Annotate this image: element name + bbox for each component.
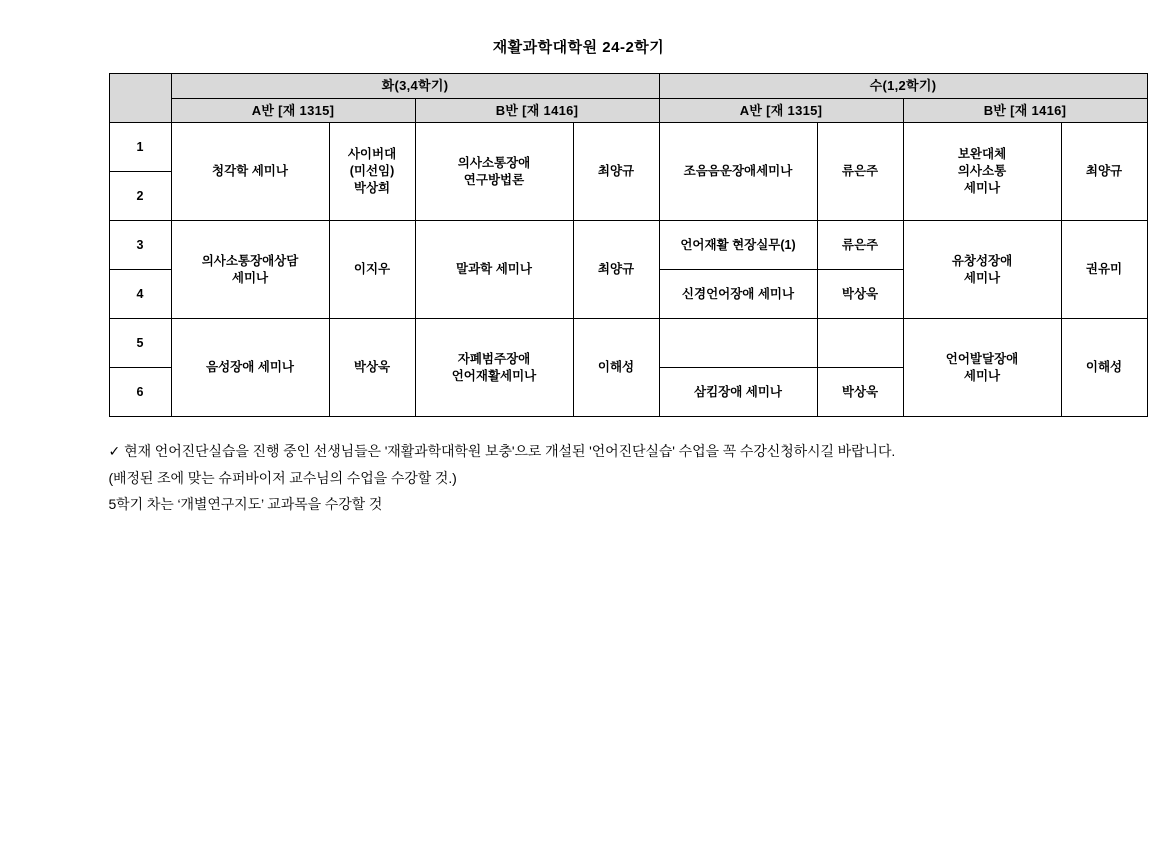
period-corner-header [109, 74, 171, 123]
course-tue-a-block3: 음성장애 세미나 [171, 319, 329, 417]
professor-wed-a-block3-lower: 박상욱 [817, 368, 903, 417]
schedule-table [109, 73, 1148, 417]
class-header-tue-a: A반 [재 1315] [171, 98, 415, 123]
class-header-wed-a: A반 [재 1315] [659, 98, 903, 123]
professor-tue-a-block1: 사이버대 (미선임) 박상희 [329, 123, 415, 221]
course-wed-a-block1: 조음음운장애세미나 [659, 123, 817, 221]
professor-wed-a-block2-lower: 박상욱 [817, 270, 903, 319]
course-tue-a-block1: 청각학 세미나 [171, 123, 329, 221]
note-line-3: 5학기 차는 ‘개별연구지도’ 교과목을 수강할 것 [108, 496, 383, 513]
course-wed-b-block2: 유창성장애 세미나 [903, 221, 1061, 319]
professor-tue-b-block3: 이해성 [573, 319, 659, 417]
course-wed-b-block3: 언어발달장애 세미나 [903, 319, 1061, 417]
check-icon: ✓ [108, 443, 121, 460]
professor-wed-a-block2-upper: 류은주 [817, 221, 903, 270]
table-row [109, 221, 1147, 270]
page-title: 재활과학대학원 24-2학기 [492, 39, 665, 56]
course-wed-b-block1: 보완대체 의사소통 세미나 [903, 123, 1061, 221]
professor-tue-a-block3: 박상욱 [329, 319, 415, 417]
empty-cell-wed-a-block3-upper [659, 319, 817, 368]
note-line-2: (배정된 조에 맞는 슈퍼바이저 교수님의 수업을 수강할 것.) [108, 469, 457, 486]
period-label-1: 1 [109, 123, 171, 172]
table-body [109, 123, 1147, 417]
professor-tue-b-block2: 최양규 [573, 221, 659, 319]
table-header [109, 74, 1147, 123]
course-wed-a-block3-lower: 삼킴장애 세미나 [659, 368, 817, 417]
professor-wed-b-block3: 이해성 [1061, 319, 1147, 417]
period-label-4: 4 [109, 270, 171, 319]
period-label-3: 3 [109, 221, 171, 270]
class-header-row [109, 98, 1147, 123]
day-header-wednesday: 수(1,2학기) [659, 74, 1147, 99]
course-wed-a-block2-upper: 언어재활 현장실무(1) [659, 221, 817, 270]
professor-wed-b-block1: 최양규 [1061, 123, 1147, 221]
professor-tue-a-block2: 이지우 [329, 221, 415, 319]
course-wed-a-block2-lower: 신경언어장애 세미나 [659, 270, 817, 319]
class-header-wed-b: B반 [재 1416] [903, 98, 1147, 123]
period-label-5: 5 [109, 319, 171, 368]
period-label-2: 2 [109, 172, 171, 221]
course-tue-b-block3: 자폐범주장애 언어재활세미나 [415, 319, 573, 417]
empty-cell-wed-a-professor-block3-upper [817, 319, 903, 368]
course-tue-b-block1: 의사소통장애 연구방법론 [415, 123, 573, 221]
period-label-6: 6 [109, 368, 171, 417]
professor-wed-b-block2: 권유미 [1061, 221, 1147, 319]
course-tue-b-block2: 말과학 세미나 [415, 221, 573, 319]
course-tue-a-block2: 의사소통장애상담 세미나 [171, 221, 329, 319]
document-page [0, 36, 1157, 859]
table-row [109, 123, 1147, 172]
day-header-tuesday: 화(3,4학기) [171, 74, 659, 99]
schedule-table-container [109, 73, 1123, 417]
class-header-tue-b: B반 [재 1416] [415, 98, 659, 123]
day-header-row [109, 74, 1147, 99]
professor-wed-a-block1: 류은주 [817, 123, 903, 221]
note-line-1 [109, 439, 1049, 464]
notes-section [109, 439, 1049, 517]
note-line-1-text: 현재 언어진단실습을 진행 중인 선생님들은 '재활과학대학원 보충'으로 개설된 '언어진단실습' 수업을 꼭 수강신청하시길 바랍니다. [124, 443, 896, 460]
professor-tue-b-block1: 최양규 [573, 123, 659, 221]
table-row [109, 319, 1147, 368]
